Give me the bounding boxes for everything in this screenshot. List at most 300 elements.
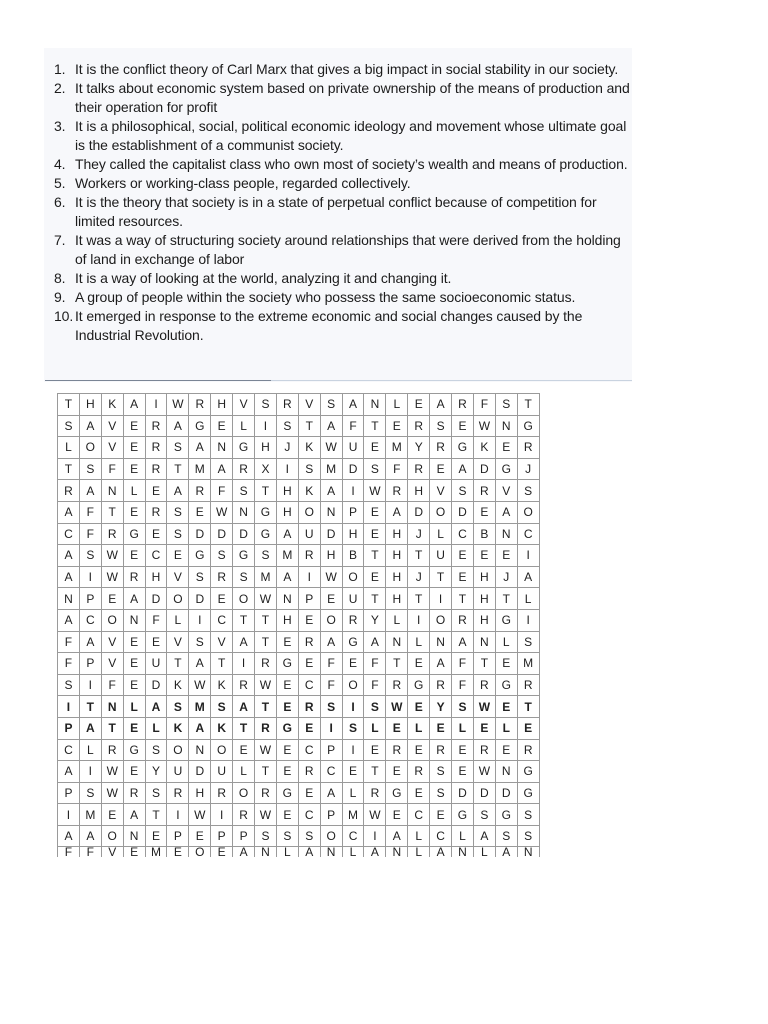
grid-cell[interactable]: D [452, 501, 474, 523]
grid-cell[interactable]: T [255, 609, 277, 631]
grid-cell[interactable]: R [452, 394, 474, 416]
grid-cell[interactable]: A [58, 566, 80, 588]
grid-cell[interactable]: W [364, 804, 386, 826]
grid-cell[interactable]: T [58, 458, 80, 480]
grid-cell[interactable]: M [255, 566, 277, 588]
grid-cell[interactable]: T [364, 761, 386, 783]
grid-cell[interactable]: H [276, 501, 298, 523]
grid-cell[interactable]: A [58, 761, 80, 783]
grid-cell[interactable]: G [408, 674, 430, 696]
grid-cell[interactable]: U [430, 545, 452, 567]
grid-cell[interactable]: E [123, 437, 145, 459]
grid-cell[interactable]: H [473, 609, 495, 631]
grid-cell[interactable]: A [189, 717, 211, 739]
grid-cell[interactable]: T [386, 653, 408, 675]
grid-cell[interactable]: F [58, 847, 80, 858]
grid-cell[interactable]: S [298, 458, 320, 480]
grid-cell[interactable]: H [386, 523, 408, 545]
grid-cell[interactable]: R [408, 415, 430, 437]
grid-cell[interactable]: G [189, 415, 211, 437]
grid-cell[interactable]: L [408, 847, 430, 858]
grid-cell[interactable]: A [167, 480, 189, 502]
grid-cell[interactable]: E [145, 480, 167, 502]
grid-cell[interactable]: A [233, 847, 255, 858]
grid-cell[interactable]: K [167, 717, 189, 739]
grid-cell[interactable]: R [473, 674, 495, 696]
grid-cell[interactable]: F [364, 653, 386, 675]
grid-cell[interactable]: S [255, 545, 277, 567]
grid-cell[interactable]: F [79, 847, 101, 858]
grid-cell[interactable]: I [320, 717, 342, 739]
grid-cell[interactable]: F [320, 674, 342, 696]
grid-cell[interactable]: E [189, 825, 211, 847]
grid-cell[interactable]: C [452, 523, 474, 545]
grid-cell[interactable]: C [298, 739, 320, 761]
grid-cell[interactable]: E [386, 761, 408, 783]
grid-cell[interactable]: W [255, 739, 277, 761]
grid-cell[interactable]: L [167, 609, 189, 631]
grid-cell[interactable]: L [364, 717, 386, 739]
grid-cell[interactable]: R [145, 501, 167, 523]
grid-cell[interactable]: H [255, 437, 277, 459]
grid-cell[interactable]: A [233, 631, 255, 653]
grid-cell[interactable]: I [517, 545, 539, 567]
grid-cell[interactable]: T [255, 696, 277, 718]
grid-cell[interactable]: C [145, 545, 167, 567]
grid-cell[interactable]: M [386, 437, 408, 459]
grid-cell[interactable]: K [167, 674, 189, 696]
grid-cell[interactable]: C [211, 609, 233, 631]
grid-cell[interactable]: R [298, 631, 320, 653]
grid-cell[interactable]: M [517, 653, 539, 675]
grid-cell[interactable]: A [276, 523, 298, 545]
grid-cell[interactable]: R [255, 653, 277, 675]
grid-cell[interactable]: C [517, 523, 539, 545]
grid-cell[interactable]: A [517, 566, 539, 588]
grid-cell[interactable]: E [495, 739, 517, 761]
grid-cell[interactable]: A [276, 566, 298, 588]
grid-cell[interactable]: U [342, 588, 364, 610]
grid-cell[interactable]: W [473, 761, 495, 783]
grid-cell[interactable]: T [79, 696, 101, 718]
grid-cell[interactable]: U [145, 653, 167, 675]
grid-cell[interactable]: N [123, 609, 145, 631]
grid-cell[interactable]: P [320, 739, 342, 761]
grid-cell[interactable]: O [167, 739, 189, 761]
grid-cell[interactable]: A [79, 415, 101, 437]
grid-cell[interactable]: H [276, 480, 298, 502]
grid-cell[interactable]: G [386, 782, 408, 804]
grid-cell[interactable]: G [495, 674, 517, 696]
grid-cell[interactable]: F [79, 501, 101, 523]
grid-cell[interactable]: I [517, 609, 539, 631]
grid-cell[interactable]: E [430, 458, 452, 480]
grid-cell[interactable]: A [342, 394, 364, 416]
grid-cell[interactable]: R [101, 523, 123, 545]
grid-cell[interactable]: C [298, 804, 320, 826]
grid-cell[interactable]: S [58, 415, 80, 437]
grid-cell[interactable]: A [364, 631, 386, 653]
grid-cell[interactable]: W [320, 437, 342, 459]
grid-cell[interactable]: E [276, 761, 298, 783]
grid-cell[interactable]: O [298, 501, 320, 523]
grid-cell[interactable]: E [145, 825, 167, 847]
grid-cell[interactable]: R [364, 782, 386, 804]
grid-cell[interactable]: V [101, 631, 123, 653]
grid-cell[interactable]: R [189, 480, 211, 502]
grid-cell[interactable]: O [430, 501, 452, 523]
grid-cell[interactable]: W [386, 696, 408, 718]
grid-cell[interactable]: I [342, 696, 364, 718]
grid-cell[interactable]: P [79, 653, 101, 675]
grid-cell[interactable]: E [408, 782, 430, 804]
grid-cell[interactable]: R [101, 739, 123, 761]
grid-cell[interactable]: E [386, 717, 408, 739]
grid-cell[interactable]: R [430, 739, 452, 761]
grid-cell[interactable]: D [189, 588, 211, 610]
grid-cell[interactable]: G [495, 609, 517, 631]
grid-cell[interactable]: D [495, 782, 517, 804]
grid-cell[interactable]: N [211, 437, 233, 459]
grid-cell[interactable]: H [386, 545, 408, 567]
grid-cell[interactable]: E [298, 782, 320, 804]
grid-cell[interactable]: R [189, 394, 211, 416]
grid-cell[interactable]: E [408, 696, 430, 718]
grid-cell[interactable]: L [430, 523, 452, 545]
grid-cell[interactable]: G [452, 437, 474, 459]
grid-cell[interactable]: S [342, 717, 364, 739]
grid-cell[interactable]: O [233, 782, 255, 804]
grid-cell[interactable]: R [123, 782, 145, 804]
grid-cell[interactable]: T [517, 394, 539, 416]
grid-cell[interactable]: Y [408, 437, 430, 459]
grid-cell[interactable]: E [123, 458, 145, 480]
grid-cell[interactable]: O [320, 825, 342, 847]
grid-cell[interactable]: I [233, 653, 255, 675]
grid-cell[interactable]: E [364, 566, 386, 588]
grid-cell[interactable]: T [452, 588, 474, 610]
grid-cell[interactable]: N [255, 847, 277, 858]
grid-cell[interactable]: K [211, 674, 233, 696]
grid-cell[interactable]: D [189, 761, 211, 783]
grid-cell[interactable]: S [167, 523, 189, 545]
grid-cell[interactable]: L [408, 631, 430, 653]
grid-cell[interactable]: S [233, 566, 255, 588]
grid-cell[interactable]: A [430, 394, 452, 416]
grid-cell[interactable]: L [386, 394, 408, 416]
grid-cell[interactable]: E [430, 717, 452, 739]
grid-cell[interactable]: R [255, 717, 277, 739]
grid-cell[interactable]: E [123, 761, 145, 783]
grid-cell[interactable]: I [298, 566, 320, 588]
grid-cell[interactable]: W [101, 761, 123, 783]
grid-cell[interactable]: S [145, 739, 167, 761]
grid-cell[interactable]: L [495, 631, 517, 653]
grid-cell[interactable]: E [408, 394, 430, 416]
grid-cell[interactable]: P [58, 717, 80, 739]
grid-cell[interactable]: A [79, 717, 101, 739]
grid-cell[interactable]: A [58, 825, 80, 847]
grid-cell[interactable]: O [233, 588, 255, 610]
grid-cell[interactable]: M [79, 804, 101, 826]
grid-cell[interactable]: L [386, 609, 408, 631]
grid-cell[interactable]: S [276, 825, 298, 847]
grid-cell[interactable]: S [320, 394, 342, 416]
grid-cell[interactable]: I [145, 394, 167, 416]
grid-cell[interactable]: G [342, 631, 364, 653]
grid-cell[interactable]: A [320, 631, 342, 653]
grid-cell[interactable]: T [255, 761, 277, 783]
grid-cell[interactable]: E [123, 501, 145, 523]
grid-cell[interactable]: S [495, 825, 517, 847]
grid-cell[interactable]: D [473, 782, 495, 804]
grid-cell[interactable]: G [517, 415, 539, 437]
grid-cell[interactable]: N [123, 825, 145, 847]
grid-cell[interactable]: O [101, 825, 123, 847]
grid-cell[interactable]: A [495, 847, 517, 858]
grid-cell[interactable]: D [320, 523, 342, 545]
grid-cell[interactable]: A [79, 825, 101, 847]
grid-cell[interactable]: G [495, 458, 517, 480]
grid-cell[interactable]: W [211, 501, 233, 523]
grid-cell[interactable]: E [211, 588, 233, 610]
grid-cell[interactable]: T [233, 717, 255, 739]
grid-cell[interactable]: H [145, 566, 167, 588]
grid-cell[interactable]: W [101, 545, 123, 567]
grid-cell[interactable]: I [276, 458, 298, 480]
grid-cell[interactable]: W [364, 480, 386, 502]
grid-cell[interactable]: N [58, 588, 80, 610]
grid-cell[interactable]: I [58, 696, 80, 718]
grid-cell[interactable]: E [276, 804, 298, 826]
grid-cell[interactable]: S [211, 696, 233, 718]
grid-cell[interactable]: W [255, 804, 277, 826]
grid-cell[interactable]: W [189, 804, 211, 826]
grid-cell[interactable]: R [145, 458, 167, 480]
grid-cell[interactable]: G [255, 523, 277, 545]
grid-cell[interactable]: E [101, 588, 123, 610]
grid-cell[interactable]: H [189, 782, 211, 804]
grid-cell[interactable]: S [517, 480, 539, 502]
grid-cell[interactable]: E [408, 739, 430, 761]
grid-cell[interactable]: T [298, 415, 320, 437]
grid-cell[interactable]: I [79, 566, 101, 588]
grid-cell[interactable]: E [211, 415, 233, 437]
grid-cell[interactable]: A [79, 480, 101, 502]
grid-cell[interactable]: E [495, 696, 517, 718]
grid-cell[interactable]: P [342, 501, 364, 523]
grid-cell[interactable]: L [123, 696, 145, 718]
grid-cell[interactable]: A [320, 480, 342, 502]
grid-cell[interactable]: K [473, 437, 495, 459]
grid-cell[interactable]: P [320, 804, 342, 826]
grid-cell[interactable]: R [167, 782, 189, 804]
grid-cell[interactable]: V [233, 394, 255, 416]
grid-cell[interactable]: H [320, 545, 342, 567]
grid-cell[interactable]: L [408, 717, 430, 739]
grid-cell[interactable]: S [233, 480, 255, 502]
grid-cell[interactable]: Y [364, 609, 386, 631]
grid-cell[interactable]: A [320, 782, 342, 804]
grid-cell[interactable]: D [408, 501, 430, 523]
grid-cell[interactable]: I [255, 415, 277, 437]
grid-cell[interactable]: T [517, 696, 539, 718]
grid-cell[interactable]: S [79, 782, 101, 804]
grid-cell[interactable]: N [386, 631, 408, 653]
grid-cell[interactable]: E [473, 545, 495, 567]
grid-cell[interactable]: E [123, 674, 145, 696]
grid-cell[interactable]: T [145, 804, 167, 826]
grid-cell[interactable]: E [298, 609, 320, 631]
grid-cell[interactable]: I [79, 674, 101, 696]
grid-cell[interactable]: T [364, 415, 386, 437]
grid-cell[interactable]: O [342, 566, 364, 588]
grid-cell[interactable]: O [430, 609, 452, 631]
grid-cell[interactable]: S [255, 394, 277, 416]
grid-cell[interactable]: R [452, 609, 474, 631]
grid-cell[interactable]: F [145, 609, 167, 631]
grid-cell[interactable]: W [189, 674, 211, 696]
grid-cell[interactable]: X [255, 458, 277, 480]
grid-cell[interactable]: Y [430, 696, 452, 718]
grid-cell[interactable]: S [452, 696, 474, 718]
grid-cell[interactable]: E [342, 761, 364, 783]
grid-cell[interactable]: F [58, 653, 80, 675]
grid-cell[interactable]: O [79, 437, 101, 459]
grid-cell[interactable]: F [101, 458, 123, 480]
grid-cell[interactable]: A [452, 458, 474, 480]
grid-cell[interactable]: N [495, 415, 517, 437]
grid-cell[interactable]: E [145, 523, 167, 545]
grid-cell[interactable]: R [386, 674, 408, 696]
grid-cell[interactable]: L [58, 437, 80, 459]
grid-cell[interactable]: E [276, 631, 298, 653]
grid-cell[interactable]: I [364, 825, 386, 847]
grid-cell[interactable]: R [386, 739, 408, 761]
grid-cell[interactable]: R [298, 696, 320, 718]
grid-cell[interactable]: P [79, 588, 101, 610]
grid-cell[interactable]: V [101, 415, 123, 437]
grid-cell[interactable]: W [473, 696, 495, 718]
grid-cell[interactable]: N [276, 588, 298, 610]
grid-cell[interactable]: L [342, 847, 364, 858]
grid-cell[interactable]: M [189, 696, 211, 718]
grid-cell[interactable]: D [452, 782, 474, 804]
grid-cell[interactable]: S [517, 825, 539, 847]
grid-cell[interactable]: S [189, 566, 211, 588]
grid-cell[interactable]: V [430, 480, 452, 502]
grid-cell[interactable]: W [101, 566, 123, 588]
grid-cell[interactable]: H [79, 394, 101, 416]
grid-cell[interactable]: S [320, 696, 342, 718]
grid-cell[interactable]: R [430, 437, 452, 459]
grid-cell[interactable]: E [211, 847, 233, 858]
grid-cell[interactable]: T [473, 653, 495, 675]
grid-cell[interactable]: R [123, 566, 145, 588]
grid-cell[interactable]: E [167, 847, 189, 858]
grid-cell[interactable]: G [233, 437, 255, 459]
grid-cell[interactable]: M [276, 545, 298, 567]
grid-cell[interactable]: H [408, 480, 430, 502]
grid-cell[interactable]: E [342, 653, 364, 675]
grid-cell[interactable]: A [79, 631, 101, 653]
grid-cell[interactable]: G [276, 717, 298, 739]
grid-cell[interactable]: J [408, 523, 430, 545]
grid-cell[interactable]: T [364, 545, 386, 567]
grid-cell[interactable]: T [211, 653, 233, 675]
grid-cell[interactable]: E [386, 804, 408, 826]
grid-cell[interactable]: V [101, 847, 123, 858]
grid-cell[interactable]: S [364, 458, 386, 480]
grid-cell[interactable]: E [167, 545, 189, 567]
grid-cell[interactable]: A [473, 825, 495, 847]
grid-cell[interactable]: A [167, 415, 189, 437]
grid-cell[interactable]: V [101, 437, 123, 459]
grid-cell[interactable]: C [430, 825, 452, 847]
grid-cell[interactable]: A [123, 588, 145, 610]
grid-cell[interactable]: H [473, 566, 495, 588]
grid-cell[interactable]: O [189, 847, 211, 858]
grid-cell[interactable]: P [167, 825, 189, 847]
grid-cell[interactable]: A [189, 653, 211, 675]
grid-cell[interactable]: V [167, 566, 189, 588]
grid-cell[interactable]: E [276, 739, 298, 761]
grid-cell[interactable]: F [342, 415, 364, 437]
grid-cell[interactable]: E [517, 717, 539, 739]
grid-cell[interactable]: L [79, 739, 101, 761]
grid-cell[interactable]: A [495, 501, 517, 523]
grid-cell[interactable]: I [430, 588, 452, 610]
grid-cell[interactable]: T [430, 566, 452, 588]
grid-cell[interactable]: L [473, 847, 495, 858]
grid-cell[interactable]: E [452, 566, 474, 588]
grid-cell[interactable]: D [189, 523, 211, 545]
grid-cell[interactable]: S [473, 804, 495, 826]
grid-cell[interactable]: R [408, 458, 430, 480]
grid-cell[interactable]: E [452, 761, 474, 783]
grid-cell[interactable]: I [211, 804, 233, 826]
grid-cell[interactable]: S [517, 804, 539, 826]
grid-cell[interactable]: S [167, 501, 189, 523]
grid-cell[interactable]: F [101, 674, 123, 696]
grid-cell[interactable]: I [408, 609, 430, 631]
grid-cell[interactable]: E [189, 501, 211, 523]
grid-cell[interactable]: G [233, 545, 255, 567]
grid-cell[interactable]: R [211, 566, 233, 588]
grid-cell[interactable]: T [364, 588, 386, 610]
grid-cell[interactable]: A [211, 458, 233, 480]
grid-cell[interactable]: E [276, 696, 298, 718]
grid-cell[interactable]: F [473, 394, 495, 416]
grid-cell[interactable]: F [79, 523, 101, 545]
grid-cell[interactable]: R [408, 761, 430, 783]
grid-cell[interactable]: V [298, 394, 320, 416]
grid-cell[interactable]: L [233, 415, 255, 437]
grid-cell[interactable]: S [364, 696, 386, 718]
grid-cell[interactable]: O [211, 739, 233, 761]
grid-cell[interactable]: I [342, 739, 364, 761]
grid-cell[interactable]: S [79, 545, 101, 567]
grid-cell[interactable]: W [255, 588, 277, 610]
grid-cell[interactable]: P [233, 825, 255, 847]
grid-cell[interactable]: C [320, 761, 342, 783]
grid-cell[interactable]: G [276, 782, 298, 804]
grid-cell[interactable]: E [452, 545, 474, 567]
grid-cell[interactable]: E [473, 717, 495, 739]
grid-cell[interactable]: A [298, 847, 320, 858]
grid-cell[interactable]: E [233, 739, 255, 761]
grid-cell[interactable]: S [167, 437, 189, 459]
